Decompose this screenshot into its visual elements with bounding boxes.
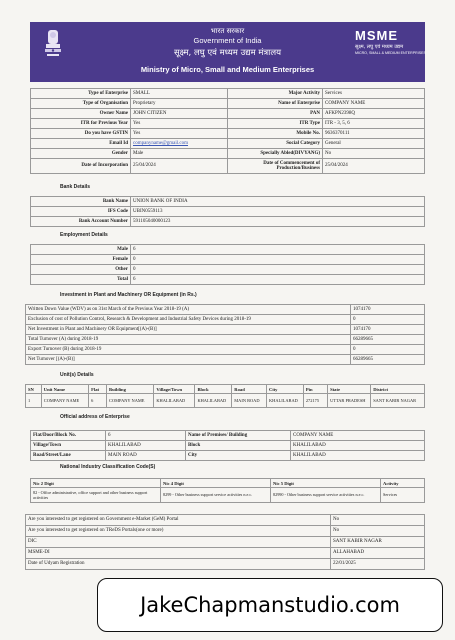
bank-row-value: UBIN0559113 (131, 207, 425, 217)
detail-value: ITR - 3, 5, 6 (323, 119, 425, 129)
nic-row (31, 488, 425, 503)
employment-row (31, 275, 425, 285)
detail-value: 25/04/2024 (131, 159, 228, 174)
detail-label: Type of Organisation (31, 99, 131, 109)
nic-header-row (31, 479, 425, 488)
investment-label: Net Investment in Plant and Machinery OR Equipment[(A)-(B)] (26, 325, 351, 335)
units-cell: 6 (89, 394, 107, 408)
registration-row (26, 559, 425, 570)
official-address-row (31, 451, 425, 461)
bank-row-value: 591105040000123 (131, 217, 425, 227)
employment-section-title: Employment Details (60, 232, 108, 238)
official-address-label: Village/Town (31, 441, 106, 451)
units-section-title: Unit(s) Details (60, 372, 94, 378)
nic-cell: 8299 - Other business support service activities n.e.c. (161, 488, 271, 503)
nic-header-cell: Nic 2 Digit (31, 479, 161, 488)
employment-row-value: 6 (131, 275, 425, 285)
detail-row (31, 119, 425, 129)
employment-row-label: Total (31, 275, 131, 285)
investment-row (26, 345, 425, 355)
employment-table (30, 244, 425, 285)
detail-label: Name of Enterprise (228, 99, 323, 109)
msme-logo-english: MICRO, SMALL & MEDIUM ENTERPRISES (355, 51, 426, 55)
bank-row (31, 197, 425, 207)
detail-label: Date of Commencement of Production/Business (228, 159, 323, 174)
detail-row (31, 109, 425, 119)
nic-table (30, 478, 425, 503)
msme-logo (355, 28, 426, 64)
investment-row (26, 335, 425, 345)
registration-row (26, 548, 425, 559)
official-address-value: COMPANY NAME (291, 431, 425, 441)
bank-row (31, 207, 425, 217)
bank-row (31, 217, 425, 227)
msme-logo-hindi: सूक्ष्म, लघु एवं मध्यम उद्यम (355, 44, 404, 50)
units-row (26, 394, 425, 408)
detail-label: ITR for Previous Year (31, 119, 131, 129)
registration-row (26, 526, 425, 537)
detail-value: 25/04/2024 (323, 159, 425, 174)
enterprise-details-table (30, 88, 425, 174)
units-cell: 1 (26, 394, 42, 408)
header-hindi-ministry: सूक्ष्म, लघु एवं मध्यम उद्यम मंत्रालय (173, 48, 282, 58)
registration-row (26, 515, 425, 526)
detail-label: Date of Incorporation (31, 159, 131, 174)
registration-label: MSME-DI (26, 548, 331, 559)
detail-label: Email Id (31, 139, 131, 149)
detail-label: ITR Type (228, 119, 323, 129)
bank-details-table (30, 196, 425, 227)
bank-row-label: IFS Code (31, 207, 131, 217)
investment-label: Written Down Value (WDV) as on 31st March of the Previous Year 2018-19 (A) (26, 305, 351, 315)
registration-row (26, 537, 425, 548)
detail-value: No (323, 149, 425, 159)
units-header-cell: Building (107, 385, 154, 394)
units-header-cell: City (267, 385, 304, 394)
official-address-value: KHALILABAD (291, 451, 425, 461)
header-gov: Government of India (193, 36, 262, 45)
nic-cell: 82990 - Other business support service activities n.e.c. (271, 488, 381, 503)
registration-value: No (331, 515, 425, 526)
employment-row-value: 0 (131, 265, 425, 275)
investment-value: 66289665 (351, 335, 425, 345)
units-header-cell: Unit Name (41, 385, 88, 394)
registration-value: ALLAHABAD (331, 548, 425, 559)
detail-value: Proprietary (131, 99, 228, 109)
units-header-cell: Flat (89, 385, 107, 394)
units-header-cell: Block (195, 385, 232, 394)
investment-row (26, 355, 425, 365)
watermark-banner: JakeChapmanstudio.com (97, 578, 443, 632)
bank-section-title: Bank Details (60, 184, 91, 190)
official-address-row (31, 431, 425, 441)
units-cell: KHALILABAD (267, 394, 304, 408)
employment-row (31, 255, 425, 265)
detail-label: Do you have GSTIN (31, 129, 131, 139)
detail-value: AFKPN2398Q (323, 109, 425, 119)
investment-label: Exclusion of cost of Pollution Control, Research & Development and Industrial Safety Devices during 2018-19 (26, 315, 351, 325)
units-cell: COMPANY NAME (107, 394, 154, 408)
units-cell: UTTAR PRADESH (328, 394, 371, 408)
registration-label: Date of Udyam Registration (26, 559, 331, 570)
units-cell: SANT KABIR NAGAR (371, 394, 425, 408)
official-address-label: Flat/Door/Block No. (31, 431, 106, 441)
official-address-label: Block (186, 441, 291, 451)
units-cell: MAIN ROAD (232, 394, 267, 408)
employment-row (31, 245, 425, 255)
investment-row (26, 305, 425, 315)
units-header-cell: SN (26, 385, 42, 394)
nic-header-cell: Nic 5 Digit (271, 479, 381, 488)
units-header-cell: Road (232, 385, 267, 394)
header-banner (30, 22, 425, 82)
units-header-cell: Pin (303, 385, 327, 394)
nic-header-cell: Nic 4 Digit (161, 479, 271, 488)
header-hindi-gov: भारत सरकार (210, 27, 245, 35)
detail-label: Type of Enterprise (31, 89, 131, 99)
units-header-cell: State (328, 385, 371, 394)
employment-row-label: Male (31, 245, 131, 255)
detail-label: Owner Name (31, 109, 131, 119)
nic-section-title: National Industry Classification Code(S) (60, 464, 156, 470)
registration-value: SANT KABIR NAGAR (331, 537, 425, 548)
nic-cell: Services (381, 488, 425, 503)
detail-row (31, 159, 425, 174)
detail-value: Male (131, 149, 228, 159)
detail-label: Major Activity (228, 89, 323, 99)
investment-row (26, 315, 425, 325)
nic-header-cell: Activity (381, 479, 425, 488)
registration-value: 22/01/2025 (331, 559, 425, 570)
investment-value: 0 (351, 345, 425, 355)
msme-logo-mark: MSME (355, 28, 398, 43)
detail-value: Yes (131, 119, 228, 129)
detail-label: Mobile No. (228, 129, 323, 139)
units-table (25, 384, 425, 408)
employment-row-value: 6 (131, 245, 425, 255)
investment-label: Net Turnover [(A)-(B)] (26, 355, 351, 365)
official-address-value: KHALILABAD (106, 441, 186, 451)
units-cell: KHALILABAD (195, 394, 232, 408)
official-address-label: Name of Premises/ Building (186, 431, 291, 441)
detail-label: Gender (31, 149, 131, 159)
units-cell: COMPANY NAME (41, 394, 88, 408)
detail-value: SMALL (131, 89, 228, 99)
official-address-value: MAIN ROAD (106, 451, 186, 461)
units-cell: KHALILABAD (154, 394, 195, 408)
detail-row (31, 149, 425, 159)
official-address-value: 6 (106, 431, 186, 441)
employment-row-label: Female (31, 255, 131, 265)
nic-cell: 82 - Office administrative, office support and other business support activities (31, 488, 161, 503)
units-header-row (26, 385, 425, 394)
detail-row (31, 139, 425, 149)
registration-label: Are you interested to get registered on Government e-Market (GeM) Portal (26, 515, 331, 526)
units-header-cell: District (371, 385, 425, 394)
registration-value: No (331, 526, 425, 537)
units-header-cell: Village/Town (154, 385, 195, 394)
employment-row (31, 265, 425, 275)
detail-value: Services (323, 89, 425, 99)
investment-label: Export Turnover (B) during 2018-19 (26, 345, 351, 355)
employment-row-label: Other (31, 265, 131, 275)
official-address-label: Road/Street/Lane (31, 451, 106, 461)
detail-label: PAN (228, 109, 323, 119)
investment-value: 66289665 (351, 355, 425, 365)
investment-value: 1074170 (351, 305, 425, 315)
detail-row (31, 99, 425, 109)
official-address-section-title: Official address of Enterprise (60, 414, 130, 420)
investment-label: Total Turnover (A) during 2018-19 (26, 335, 351, 345)
detail-row (31, 89, 425, 99)
employment-row-value: 0 (131, 255, 425, 265)
official-address-value: KHALILABAD (291, 441, 425, 451)
detail-label: Social Category (228, 139, 323, 149)
registration-label: Are you interested to get registered on TReDS Portals(one or more) (26, 526, 331, 537)
detail-value: General (323, 139, 425, 149)
detail-label: Specially Abled(DIVYANG) (228, 149, 323, 159)
detail-value: JOHN CITIZEN (131, 109, 228, 119)
detail-value: COMPANY NAME (323, 99, 425, 109)
units-cell: 272175 (303, 394, 327, 408)
detail-value: 9636370111 (323, 129, 425, 139)
header-ministry: Ministry of Micro, Small and Medium Enterprises (140, 65, 315, 74)
email-link[interactable]: companyname@gmail.com (131, 139, 228, 149)
registration-label: DIC (26, 537, 331, 548)
official-address-label: City (186, 451, 291, 461)
official-address-row (31, 441, 425, 451)
official-address-table (30, 430, 425, 461)
registration-table (25, 514, 425, 570)
investment-section-title: Investment in Plant and Machinery OR Equipment (in Rs.) (60, 292, 197, 298)
bank-row-label: Bank Name (31, 197, 131, 207)
detail-row (31, 129, 425, 139)
bank-row-value: UNION BANK OF INDIA (131, 197, 425, 207)
bank-row-label: Bank Account Number (31, 217, 131, 227)
investment-value: 1074170 (351, 325, 425, 335)
investment-table (25, 304, 425, 365)
investment-value: 0 (351, 315, 425, 325)
detail-value: Yes (131, 129, 228, 139)
investment-row (26, 325, 425, 335)
